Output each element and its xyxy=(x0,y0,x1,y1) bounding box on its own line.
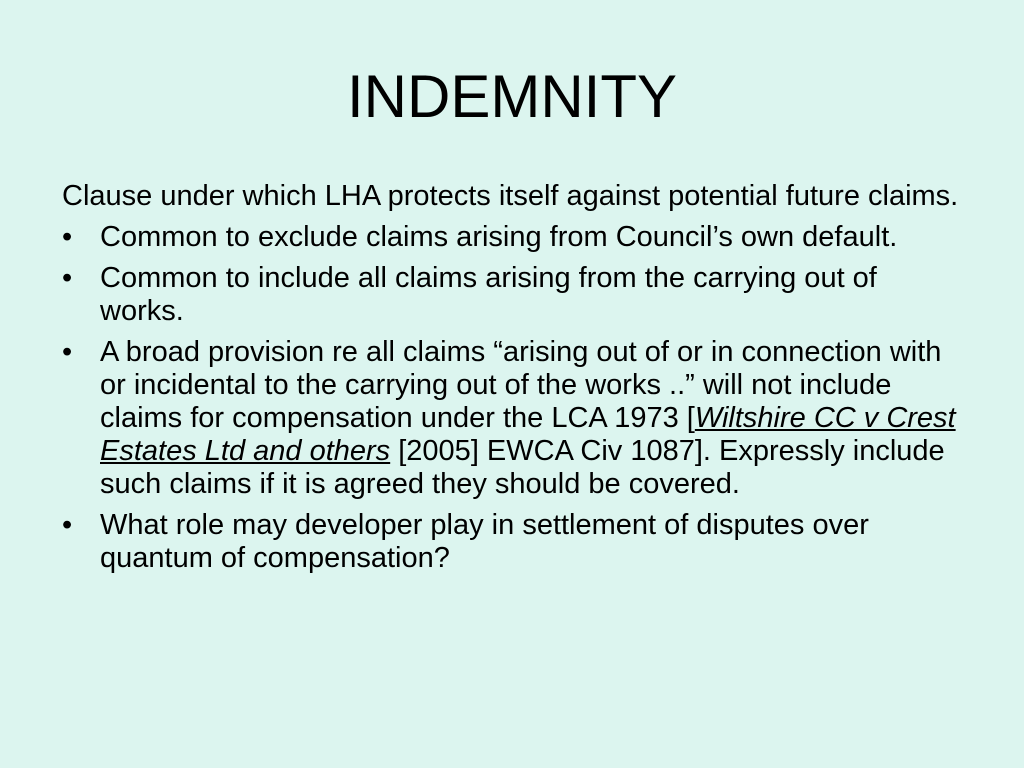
bullet-item xyxy=(62,336,962,501)
bullet-icon: • xyxy=(62,221,73,253)
case-citation-link[interactable]: Wiltshire CC v Crest Estates Ltd and others xyxy=(100,402,956,467)
bullet-text: Common to include all claims arising from the carrying out of works. xyxy=(100,262,877,327)
bullet-icon: • xyxy=(62,336,73,368)
bullet-item xyxy=(62,262,962,328)
intro-paragraph: Clause under which LHA protects itself against potential future claims. xyxy=(62,180,959,212)
bullet-text: Common to exclude claims arising from Council’s own default. xyxy=(100,221,898,253)
slide-title: INDEMNITY xyxy=(347,63,677,130)
bullet-text-before: A broad provision re all claims “arising out of or in connection with or incidental to the carrying out of the works ..” will not include claims for compensation under the LCA 1973 [ xyxy=(100,336,942,434)
bullet-icon: • xyxy=(62,509,73,541)
bullet-text-after: [2005] EWCA Civ 1087]. Expressly include such claims if it is agreed they should be covered. xyxy=(100,435,945,500)
bullet-item xyxy=(62,221,962,254)
slide-body xyxy=(62,180,962,583)
bullet-item xyxy=(62,509,962,575)
bullet-icon: • xyxy=(62,262,73,294)
bullet-text: What role may developer play in settlement of disputes over quantum of compensation? xyxy=(100,509,869,574)
